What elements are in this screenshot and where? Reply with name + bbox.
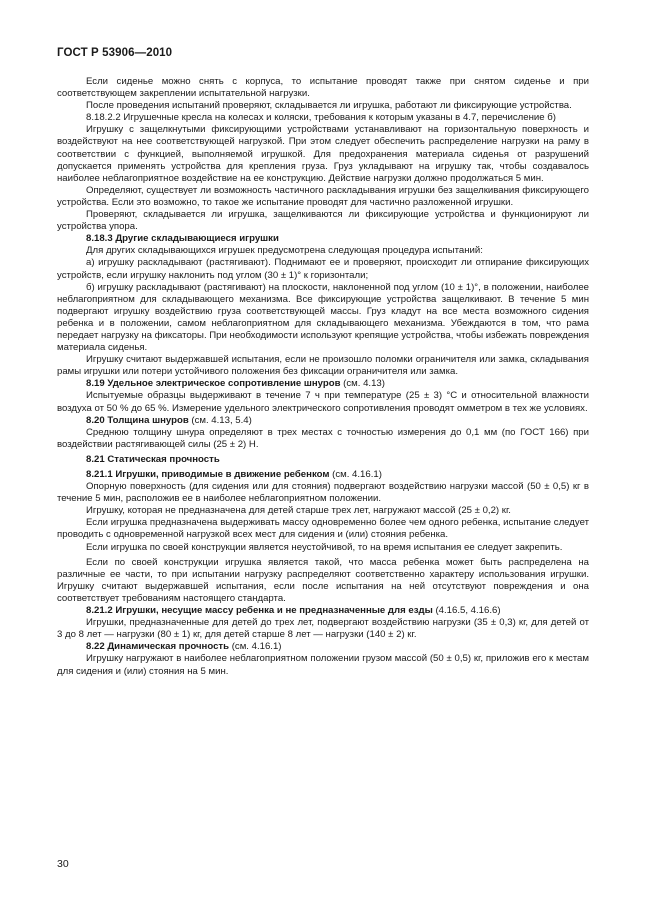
section-heading-title: 8.22 Динамическая прочность bbox=[86, 641, 230, 653]
paragraph: Если сиденье можно снять с корпуса, то испытание проводят также при снятом сиденье и при соответствующем закреплении испытательной нагрузки. bbox=[57, 76, 589, 100]
paragraph: Игрушку, которая не предназначена для детей старше трех лет, нагружают массой (25 ± 0,2) кг. bbox=[86, 505, 511, 517]
paragraph: а) игрушку раскладывают (растягивают). Поднимают ее и проверяют, происходит ли отпирание фиксирующих устройств, если игрушку наклонить под углом (30 ± 1)° к горизонтали; bbox=[57, 257, 589, 281]
paragraph: Игрушку нагружают в наиболее неблагоприятном положении грузом массой (50 ± 0,5) кг, приложив его к местам для сидения и (или) стояния на 5 мин. bbox=[57, 653, 589, 677]
paragraph: Если по своей конструкции игрушка является такой, что масса ребенка может быть распределена на различные ее части, то при испытании нагрузку распределяют соответственно характеру использования игрушки. Игрушку считают выдержавшей испытания, если после испытания на ней отсутствуют повреждения и она соответствует требованиям настоящего стандарта. bbox=[57, 556, 589, 604]
page-header: ГОСТ Р 53906—2010 bbox=[57, 47, 173, 59]
section-heading-reference: (см. 4.16.1) bbox=[229, 641, 282, 653]
paragraph: б) игрушку раскладывают (растягивают) на плоскости, наклоненной под углом (10 ± 1)°, в положении, наиболее неблагоприятном для складывающего механизма. Все фиксирующие устройства защелкивают. В течение 5 мин подвергают игрушку воздействию груза соответствующей массы. Груз кладут на все места возможного сидения ребенка и в положении, самом неблагоприятном для складывающего механизма. Убеждаются в том, что рама передает нагрузку на фиксаторы. При необходимости используют крепящие устройства, чтобы избежать повреждения материала сиденья. bbox=[57, 281, 590, 354]
section-heading bbox=[57, 378, 589, 390]
section-heading bbox=[57, 605, 589, 617]
paragraph: После проведения испытаний проверяют, складывается ли игрушка, работают ли фиксирующие устройства. bbox=[86, 100, 572, 112]
section-heading-reference: (см. 4.16.1) bbox=[329, 469, 382, 480]
paragraph: Если игрушка предназначена выдерживать массу одновременно более чем одного ребенка, испытание следует проводить с одновременной нагрузкой всех мест для сидения и (или) стояния ребенка. bbox=[57, 517, 589, 541]
paragraph: Игрушку с защелкнутыми фиксирующими устройствами устанавливают на горизонтальную поверхность и воздействуют на нее соответствующей нагрузкой. При этом следует обеспечить распределение нагрузки на раму в соответствии с функцией, выполняемой игрушкой. Для предохранения материала сиденья от разрушений допускается применять устройства для крепления груза. Груз укладывают на игрушку так, чтобы создавалось наиболее неблагоприятное воздействие на ее конструкцию. Действие нагрузки должно продолжаться 5 мин. bbox=[57, 124, 589, 184]
section-heading bbox=[57, 233, 589, 245]
paragraph: Среднюю толщину шнура определяют в трех местах с точностью измерения до 0,1 мм (по ГОСТ 166) при воздействии растягивающей силы (25 ± 2) Н. bbox=[57, 426, 589, 450]
paragraph: 8.18.2.2 Игрушечные кресла на колесах и коляски, требования к которым указаны в 4.7, перечисление б) bbox=[86, 112, 556, 124]
section-heading bbox=[57, 641, 589, 653]
section-heading bbox=[57, 454, 589, 466]
section-heading bbox=[57, 469, 589, 481]
paragraph: Определяют, существует ли возможность частичного раскладывания игрушки без защелкивания фиксирующего устройства. Если это возможно, то такое же испытание проводят для частично разложенной игрушки. bbox=[57, 184, 589, 208]
paragraph: Для других складывающихся игрушек предусмотрена следующая процедура испытаний: bbox=[86, 245, 483, 257]
section-heading-title: 8.21.1 Игрушки, приводимые в движение ребенком bbox=[86, 469, 330, 480]
section-heading-title: 8.21 Статическая прочность bbox=[86, 453, 220, 465]
paragraph: Игрушку считают выдержавшей испытания, если не произошло поломки ограничителя или замка, складывания рамы игрушки или потери устойчивого положения без фиксации ограничителя или замка. bbox=[57, 354, 589, 378]
paragraph: Опорную поверхность (для сидения или для стояния) подвергают воздействию нагрузки массой (50 ± 0,5) кг в течение 5 мин, расположив ее в наиболее неблагоприятном положении. bbox=[57, 481, 589, 505]
paragraph: Испытуемые образцы выдерживают в течение 7 ч при температуре (25 ± 3) °С и относительной влажности воздуха от 50 % до 65 %. Измерение удельного электрического сопротивления проводят омметром в тех же условиях. bbox=[57, 390, 589, 414]
document-body bbox=[57, 76, 589, 678]
section-heading-title: 8.21.2 Игрушки, несущие массу ребенка и не предназначенные для езды bbox=[86, 605, 433, 617]
section-heading-reference: (4.16.5, 4.16.6) bbox=[432, 605, 501, 617]
paragraph: Игрушки, предназначенные для детей до трех лет, подвергают воздействию нагрузки (35 ± 0,3) кг, для детей от 3 до 8 лет — нагрузки (80 ± 1) кг, для детей старше 8 лет — нагрузки (140 ± 2) кг. bbox=[57, 617, 589, 641]
paragraph: Проверяют, складывается ли игрушка, защелкиваются ли фиксирующие устройства и функционируют ли устройства упора. bbox=[57, 209, 589, 233]
section-heading-title: 8.20 Толщина шнуров bbox=[86, 414, 189, 426]
section-heading-title: 8.18.3 Другие складывающиеся игрушки bbox=[86, 233, 279, 245]
paragraph: Если игрушка по своей конструкции является неустойчивой, то на время испытания ее следует закрепить. bbox=[86, 541, 563, 553]
section-heading-reference: (см. 4.13, 5.4) bbox=[188, 414, 252, 426]
section-heading-title: 8.19 Удельное электрическое сопротивление шнуров bbox=[86, 378, 341, 390]
section-heading bbox=[57, 415, 589, 427]
section-heading-reference: (см. 4.13) bbox=[340, 378, 385, 390]
page-number: 30 bbox=[57, 858, 69, 870]
